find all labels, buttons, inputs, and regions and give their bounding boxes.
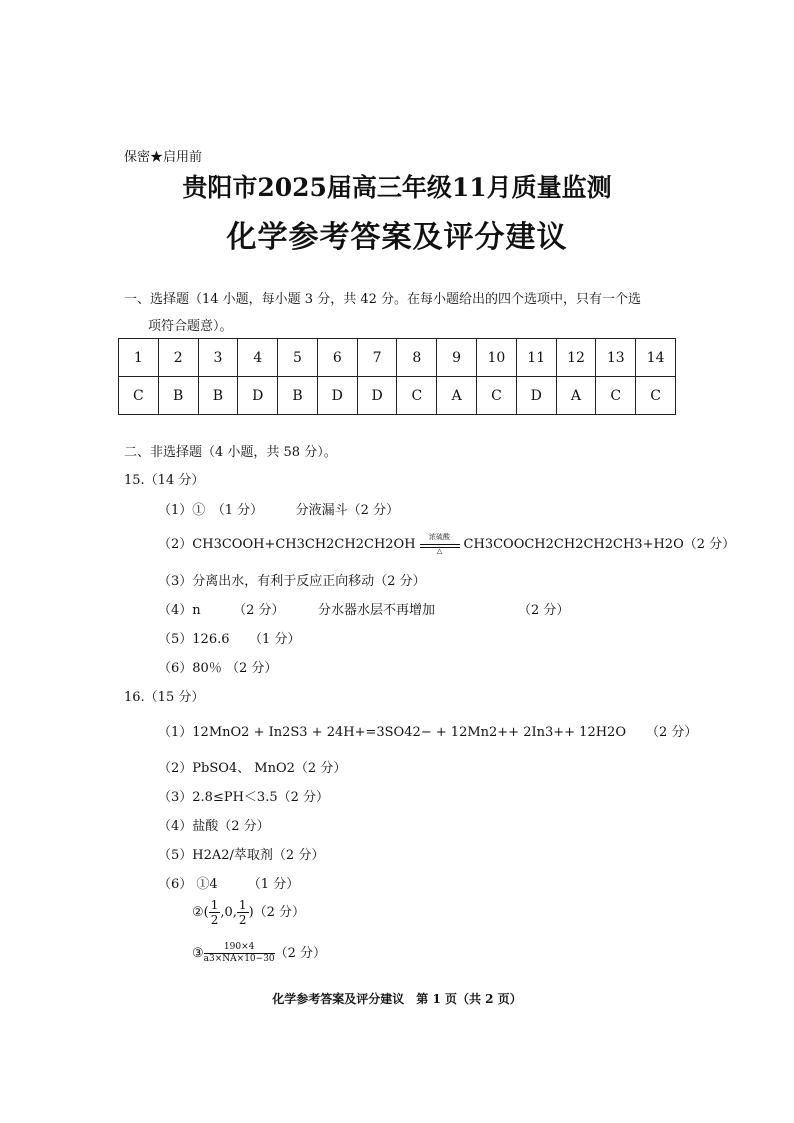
answer-cell: B <box>158 377 198 415</box>
confidential-label: 保密★启用前 <box>124 150 203 165</box>
q16-answer-1-prefix: （1） <box>158 725 193 740</box>
section1-heading-line2: 项符合题意）。 <box>148 319 233 334</box>
page-footer: 化学参考答案及评分建议 第 1 页（共 2 页） <box>272 992 522 1006</box>
density-prefix: ③ <box>192 946 204 961</box>
answer-row <box>119 377 676 415</box>
question-number: 13 <box>596 339 636 377</box>
q15-answer-2-prefix: （2） <box>158 537 193 552</box>
question-number: 4 <box>238 339 278 377</box>
answer-cell: C <box>477 377 517 415</box>
q15-answer-3: （3）分离出水，有利于反应正向移动（2 分） <box>158 574 426 589</box>
question-number: 8 <box>397 339 437 377</box>
coord-middle: ,0, <box>220 905 237 920</box>
question-number: 2 <box>158 339 198 377</box>
q15-answer-2 <box>158 533 735 554</box>
question-number: 3 <box>198 339 238 377</box>
coord-open: ②( <box>192 905 209 920</box>
answer-cell: D <box>357 377 397 415</box>
density-score: （2 分） <box>274 946 327 961</box>
question-number: 14 <box>636 339 676 377</box>
fraction-half <box>237 898 249 927</box>
exam-title: 贵阳市2025届高三年级11月质量监测 <box>182 173 612 202</box>
answer-cell: A <box>437 377 477 415</box>
fraction-numerator: 1 <box>210 898 219 912</box>
document-subtitle: 化学参考答案及评分建议 <box>226 220 568 255</box>
q15-answer-4-left: （4）n （2 分） <box>158 603 285 618</box>
section2-heading: 二、非选择题（4 小题，共 58 分）。 <box>124 445 337 460</box>
q16-answer-1 <box>158 721 697 740</box>
q15-answer-6: （6）80％ （2 分） <box>158 661 278 676</box>
q16-answer-5: （5）H2A2/萃取剂（2 分） <box>158 848 325 863</box>
q15-answer-4-mid: 分水器水层不再增加 <box>318 603 436 618</box>
answer-cell: C <box>397 377 437 415</box>
answer-cell: D <box>317 377 357 415</box>
question-number: 10 <box>477 339 517 377</box>
answer-cell: C <box>636 377 676 415</box>
catalyst-label: 浓硫酸 <box>429 532 451 541</box>
q16-label: 16.（15 分） <box>124 690 205 705</box>
heat-symbol: △ <box>436 546 443 555</box>
fraction-denominator: 2 <box>210 913 219 927</box>
answer-cell: D <box>516 377 556 415</box>
fraction-numerator: 1 <box>238 898 247 912</box>
q15-products: CH3COOCH2CH2CH2CH3+H2O（2 分） <box>463 537 736 552</box>
q16-answer-3: （3）2.8≤PH＜3.5（2 分） <box>158 790 329 805</box>
answer-cell: D <box>238 377 278 415</box>
question-number: 11 <box>516 339 556 377</box>
q15-reactants: CH3COOH+CH3CH2CH2CH2OH <box>192 537 416 552</box>
q16-answer-2: （2）PbSO4、 MnO2（2 分） <box>158 761 347 776</box>
q15-answer-1: （1）① （1 分） 分液漏斗（2 分） <box>158 503 400 518</box>
density-denominator: a3×NA×10−30 <box>203 954 275 964</box>
question-number: 12 <box>556 339 596 377</box>
answer-cell: B <box>278 377 318 415</box>
density-numerator: 190×4 <box>204 942 275 954</box>
answer-cell: B <box>198 377 238 415</box>
answer-cell: A <box>556 377 596 415</box>
q15-answer-4-score: （2 分） <box>518 603 570 618</box>
question-number-row <box>119 339 676 377</box>
question-number: 7 <box>357 339 397 377</box>
answer-cell: C <box>119 377 159 415</box>
question-number: 9 <box>437 339 477 377</box>
section1-heading-line1: 一、选择题（14 小题，每小题 3 分，共 42 分。在每小题给出的四个选项中，只有一个选 <box>124 292 642 307</box>
q15-label: 15.（14 分） <box>124 473 205 488</box>
question-number: 1 <box>119 339 159 377</box>
q16-answer-6-1: （6） ①4 （1 分） <box>158 877 300 892</box>
question-number: 5 <box>278 339 318 377</box>
q16-answer-4: （4）盐酸（2 分） <box>158 819 270 834</box>
fraction-half <box>209 898 221 927</box>
coord-close-score: )（2 分） <box>248 905 306 920</box>
fraction-denominator: 2 <box>238 913 247 927</box>
q16-answer-6-3 <box>192 942 326 965</box>
q16-answer-1-score: （2 分） <box>646 725 698 740</box>
q15-answer-5: （5）126.6 （1 分） <box>158 632 301 647</box>
density-fraction <box>204 942 275 965</box>
question-number: 6 <box>317 339 357 377</box>
answer-cell: C <box>596 377 636 415</box>
q16-ionic-equation: 12MnO2 + In2S3 + 24H+=3SO42− + 12Mn2++ 2In3++ 12H2O <box>192 725 626 740</box>
choice-answer-table <box>118 338 676 415</box>
reaction-condition-arrow <box>420 532 460 555</box>
q16-answer-6-2 <box>192 898 305 927</box>
